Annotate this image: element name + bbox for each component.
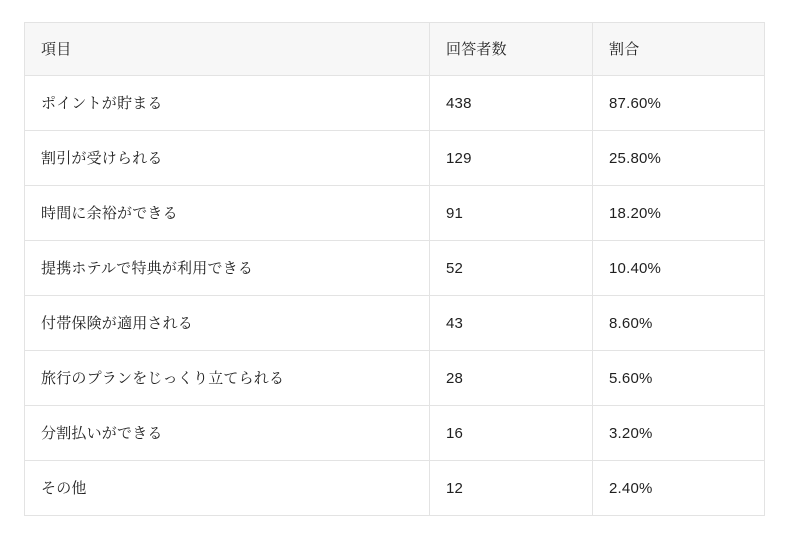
table-row — [25, 406, 765, 461]
cell-percent: 10.40% — [593, 241, 765, 296]
table-header — [25, 23, 765, 76]
table-row — [25, 186, 765, 241]
cell-item: 割引が受けられる — [25, 131, 430, 186]
cell-count: 16 — [430, 406, 593, 461]
cell-item: 付帯保険が適用される — [25, 296, 430, 351]
cell-percent: 2.40% — [593, 461, 765, 516]
cell-percent: 5.60% — [593, 351, 765, 406]
cell-percent: 3.20% — [593, 406, 765, 461]
cell-percent: 25.80% — [593, 131, 765, 186]
cell-count: 52 — [430, 241, 593, 296]
column-header-percent: 割合 — [593, 23, 765, 76]
table-body — [25, 76, 765, 516]
column-header-count: 回答者数 — [430, 23, 593, 76]
cell-item: その他 — [25, 461, 430, 516]
table-row — [25, 131, 765, 186]
cell-count: 28 — [430, 351, 593, 406]
survey-results-table — [24, 22, 765, 516]
cell-count: 91 — [430, 186, 593, 241]
cell-percent: 8.60% — [593, 296, 765, 351]
cell-percent: 87.60% — [593, 76, 765, 131]
table-row — [25, 241, 765, 296]
table-row — [25, 296, 765, 351]
table-row — [25, 461, 765, 516]
cell-item: ポイントが貯まる — [25, 76, 430, 131]
cell-percent: 18.20% — [593, 186, 765, 241]
cell-count: 43 — [430, 296, 593, 351]
cell-item: 分割払いができる — [25, 406, 430, 461]
table-row — [25, 76, 765, 131]
cell-count: 12 — [430, 461, 593, 516]
cell-item: 時間に余裕ができる — [25, 186, 430, 241]
table-row — [25, 351, 765, 406]
cell-item: 提携ホテルで特典が利用できる — [25, 241, 430, 296]
cell-item: 旅行のプランをじっくり立てられる — [25, 351, 430, 406]
cell-count: 129 — [430, 131, 593, 186]
cell-count: 438 — [430, 76, 593, 131]
table-header-row — [25, 23, 765, 76]
column-header-item: 項目 — [25, 23, 430, 76]
